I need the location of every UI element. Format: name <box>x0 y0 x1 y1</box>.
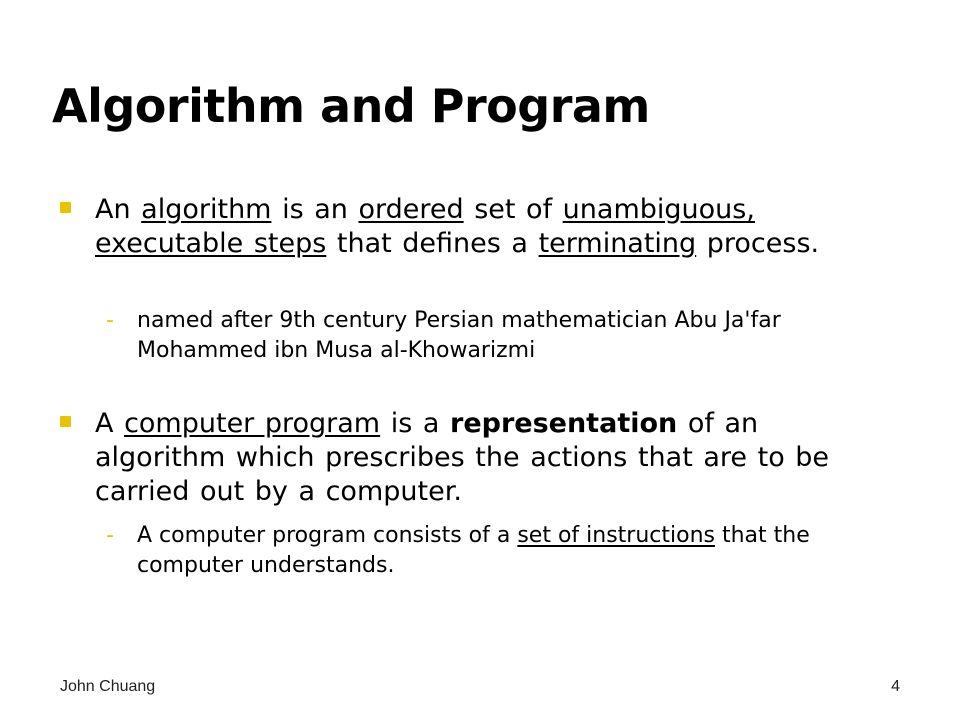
term-terminating: terminating <box>538 228 697 259</box>
text-segment: is a <box>380 408 450 439</box>
square-bullet-icon <box>60 416 71 427</box>
term-algorithm: algorithm <box>141 194 272 225</box>
bullet-text <box>95 193 895 261</box>
dash-bullet-icon: - <box>106 523 114 548</box>
text-segment: that the computer understands. <box>137 523 810 578</box>
text-segment: named after 9th century Persian mathematician Abu Ja'far Mohammed ibn Musa al-Khowarizmi <box>137 308 781 363</box>
term-set-of-instructions: set of instructions <box>517 523 715 548</box>
footer-author: John Chuang <box>60 678 156 695</box>
page-number: 4 <box>891 678 900 695</box>
term-representation: representation <box>450 408 678 439</box>
term-ordered: ordered <box>358 194 464 225</box>
text-segment: A <box>95 408 125 439</box>
sub-bullet-text <box>137 521 897 581</box>
sub-bullet-text <box>137 306 897 366</box>
dash-bullet-icon: - <box>106 308 114 333</box>
text-segment: of an algorithm which prescribes the actions that are to be carried out by a computer. <box>95 408 830 507</box>
text-segment: An <box>95 194 142 225</box>
square-bullet-icon <box>60 202 71 213</box>
text-segment: process. <box>696 228 820 259</box>
text-segment: is an <box>271 194 359 225</box>
text-segment: that defines a <box>326 228 539 259</box>
text-segment: set of <box>463 194 563 225</box>
bullet-text <box>95 407 895 509</box>
slide-title: Algorithm and Program <box>52 79 650 133</box>
term-unambiguous-executable-steps: unambiguous, executable steps <box>95 194 755 259</box>
term-computer-program: computer program <box>124 408 381 439</box>
text-segment: A computer program consists of a <box>137 523 518 548</box>
